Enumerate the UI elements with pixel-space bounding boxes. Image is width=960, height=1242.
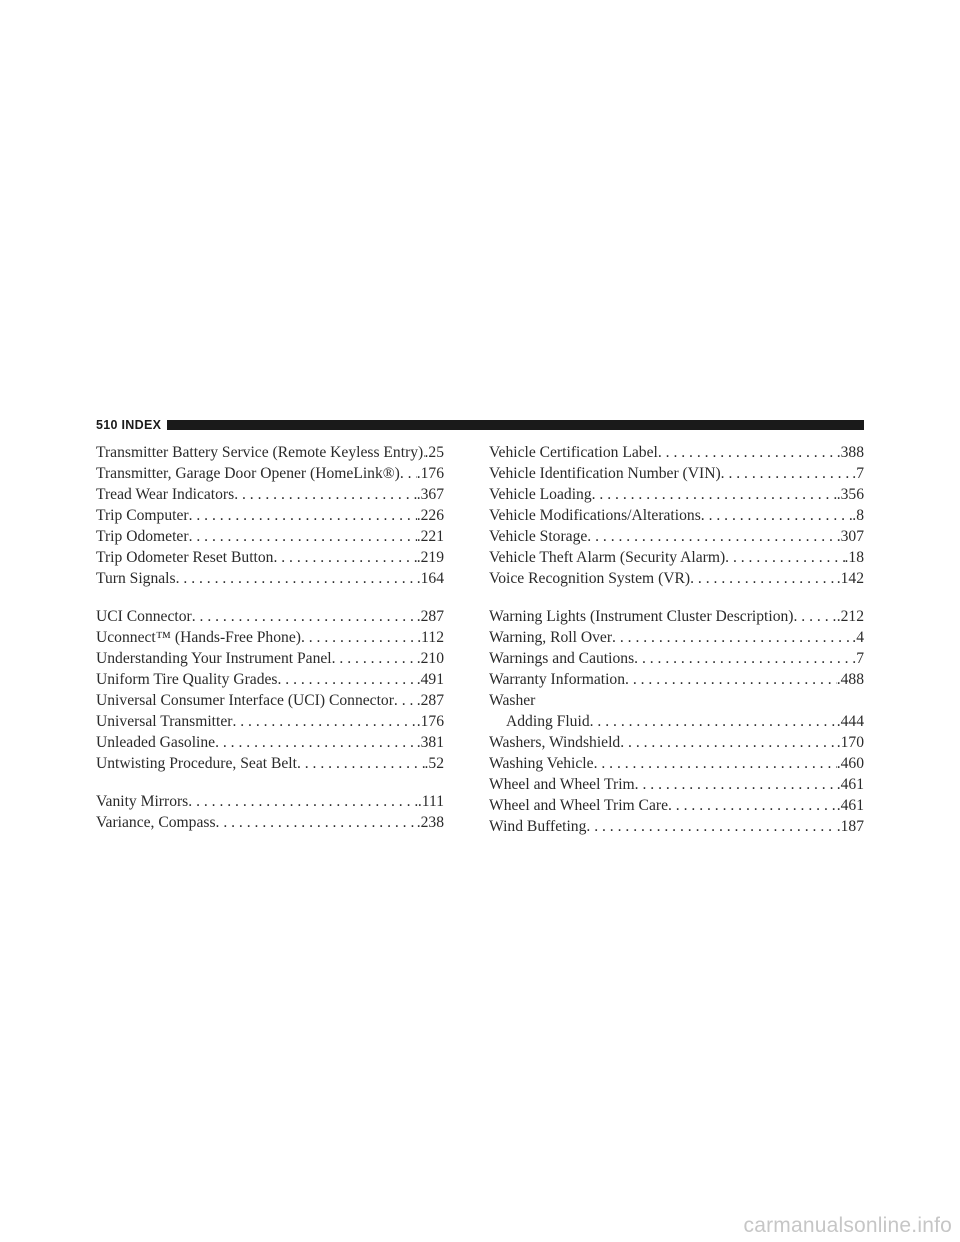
index-entry-label: Trip Computer: [96, 507, 189, 524]
index-heading: Washer: [489, 692, 536, 709]
index-entry-page: .461: [836, 797, 864, 814]
index-column-left: [96, 442, 444, 833]
dot-leader: [587, 526, 836, 547]
index-entry: [489, 526, 864, 547]
dot-leader: [400, 463, 417, 484]
index-entry-page: .461: [836, 776, 864, 793]
dot-leader: [216, 812, 417, 833]
index-entry-label: Warranty Information: [489, 671, 626, 688]
index-entry: [489, 484, 864, 505]
index-entry-page: .187: [836, 818, 864, 835]
index-entry-page: .307: [836, 528, 864, 545]
index-entry-label: Vehicle Storage: [489, 528, 588, 545]
index-entry-label: Variance, Compass: [96, 814, 216, 831]
index-entry-label: Unleaded Gasoline: [96, 734, 216, 751]
index-entry-page: .226: [416, 507, 444, 524]
dot-leader: [658, 442, 837, 463]
index-entry: [489, 442, 864, 463]
dot-leader: [394, 690, 417, 711]
index-entry-page: .176: [416, 713, 444, 730]
index-entry-page: .8: [852, 507, 864, 524]
dot-leader: [701, 505, 853, 526]
index-entry-page: .210: [416, 650, 444, 667]
group-spacer: [489, 589, 864, 606]
index-entry-page: .7: [852, 465, 864, 482]
dot-leader: [634, 648, 852, 669]
index-entry-page: .7: [852, 650, 864, 667]
index-entry-label: Universal Consumer Interface (UCI) Connector: [96, 692, 394, 709]
index-entry: [489, 732, 864, 753]
index-entry: [96, 547, 444, 568]
dot-leader: [794, 606, 837, 627]
index-entry-label: Vehicle Modifications/Alterations: [489, 507, 701, 524]
index-entry-page: .388: [836, 444, 864, 461]
index-entry-page: .4: [852, 629, 864, 646]
index-entry: [489, 795, 864, 816]
index-entry-label: Transmitter Battery Service (Remote Keyless Entry): [96, 444, 424, 461]
dot-leader: [188, 791, 418, 812]
index-entry: [96, 484, 444, 505]
index-entry: [96, 669, 444, 690]
index-entry-page: .460: [836, 755, 864, 772]
index-entry-page: .444: [836, 713, 864, 730]
dot-leader: [625, 669, 837, 690]
index-entry-label: Universal Transmitter: [96, 713, 233, 730]
dot-leader: [635, 774, 837, 795]
index-entry-label: Transmitter, Garage Door Opener (HomeLink®): [96, 465, 400, 482]
index-entry: [96, 711, 444, 732]
index-entry-page: .142: [836, 570, 864, 587]
group-spacer: [96, 589, 444, 606]
dot-leader: [592, 484, 837, 505]
index-entry: [489, 627, 864, 648]
index-entry-page: .287: [416, 608, 444, 625]
index-entry: [96, 791, 444, 812]
dot-leader: [192, 606, 417, 627]
index-entry-label: Vehicle Certification Label: [489, 444, 658, 461]
header-rule: [167, 420, 864, 430]
index-entry-label: Warnings and Cautions: [489, 650, 635, 667]
index-entry-label: Washing Vehicle: [489, 755, 594, 772]
index-entry-label: Wheel and Wheel Trim: [489, 776, 635, 793]
index-entry-page: .491: [416, 671, 444, 688]
index-entry-label: Vanity Mirrors: [96, 793, 189, 810]
index-entry-label: UCI Connector: [96, 608, 192, 625]
page-number-label: 510 INDEX: [96, 418, 162, 432]
dot-leader: [612, 627, 852, 648]
index-entry-label: Trip Odometer Reset Button: [96, 549, 274, 566]
index-entry-label: Vehicle Loading: [489, 486, 592, 503]
index-entry-page: .176: [416, 465, 444, 482]
dot-leader: [721, 463, 853, 484]
dot-leader: [232, 711, 416, 732]
index-entry: [96, 568, 444, 589]
index-entry-label: Uconnect™ (Hands-Free Phone): [96, 629, 301, 646]
dot-leader: [332, 648, 417, 669]
index-entry-page: .164: [416, 570, 444, 587]
index-entry-label: Untwisting Procedure, Seat Belt: [96, 755, 297, 772]
index-entry-page: .170: [836, 734, 864, 751]
index-entry-page: .367: [416, 486, 444, 503]
index-entry-page: .238: [416, 814, 444, 831]
dot-leader: [590, 711, 837, 732]
index-entry: [96, 753, 444, 774]
index-entry-label: Warning, Roll Over: [489, 629, 613, 646]
dot-leader: [189, 505, 417, 526]
dot-leader: [586, 816, 836, 837]
index-entry-label: Vehicle Identification Number (VIN): [489, 465, 721, 482]
index-entry-page: .356: [836, 486, 864, 503]
dot-leader: [277, 669, 416, 690]
index-entry-page: .212: [836, 608, 864, 625]
index-entry: [96, 463, 444, 484]
group-spacer: [96, 774, 444, 791]
watermark-text: carmanualsonline.info: [743, 1214, 952, 1237]
index-entry: [96, 526, 444, 547]
index-entry-label: Warning Lights (Instrument Cluster Description): [489, 608, 794, 625]
index-entry: [489, 753, 864, 774]
index-entry-label: Turn Signals: [96, 570, 176, 587]
page-header: [96, 417, 864, 433]
index-entry-label: Adding Fluid: [506, 713, 590, 730]
dot-leader: [273, 547, 416, 568]
dot-leader: [690, 568, 837, 589]
index-entry: [489, 711, 864, 732]
index-entry: [96, 812, 444, 833]
index-entry-label: Wind Buffeting: [489, 818, 587, 835]
dot-leader: [725, 547, 844, 568]
dot-leader: [234, 484, 417, 505]
index-entry: [489, 648, 864, 669]
index-entry: [96, 505, 444, 526]
index-entry: [489, 463, 864, 484]
index-entry: [489, 669, 864, 690]
index-entry-page: .381: [416, 734, 444, 751]
index-entry-label: Trip Odometer: [96, 528, 189, 545]
index-entry: [96, 442, 444, 463]
dot-leader: [176, 568, 417, 589]
index-column-right: [489, 442, 864, 837]
index-entry-label: Understanding Your Instrument Panel: [96, 650, 332, 667]
index-entry: [489, 816, 864, 837]
index-entry: [489, 568, 864, 589]
index-entry-page: .18: [844, 549, 864, 566]
dot-leader: [668, 795, 837, 816]
index-entry-label: Tread Wear Indicators: [96, 486, 235, 503]
index-entry-page: .25: [424, 444, 444, 461]
index-entry-label: Wheel and Wheel Trim Care: [489, 797, 668, 814]
index-entry-page: .287: [416, 692, 444, 709]
index-entry: [489, 505, 864, 526]
dot-leader: [215, 732, 417, 753]
dot-leader: [297, 753, 425, 774]
index-entry-label: Vehicle Theft Alarm (Security Alarm): [489, 549, 726, 566]
index-entry: [489, 606, 864, 627]
dot-leader: [620, 732, 836, 753]
dot-leader: [594, 753, 837, 774]
index-entry: [96, 606, 444, 627]
index-entry-label: Washers, Windshield: [489, 734, 621, 751]
index-entry: [96, 732, 444, 753]
index-entry-page: .52: [424, 755, 444, 772]
index-entry-label: Voice Recognition System (VR): [489, 570, 691, 587]
index-entry: [96, 627, 444, 648]
index-entry-label: Uniform Tire Quality Grades: [96, 671, 278, 688]
index-entry-page: .219: [416, 549, 444, 566]
dot-leader: [301, 627, 417, 648]
dot-leader: [189, 526, 417, 547]
index-entry: [489, 774, 864, 795]
index-entry-page: .112: [417, 629, 444, 646]
index-entry: [96, 648, 444, 669]
index-entry-page: .111: [417, 793, 444, 810]
index-entry-page: .221: [416, 528, 444, 545]
index-entry: [96, 690, 444, 711]
index-entry-page: .488: [836, 671, 864, 688]
index-entry: [489, 547, 864, 568]
